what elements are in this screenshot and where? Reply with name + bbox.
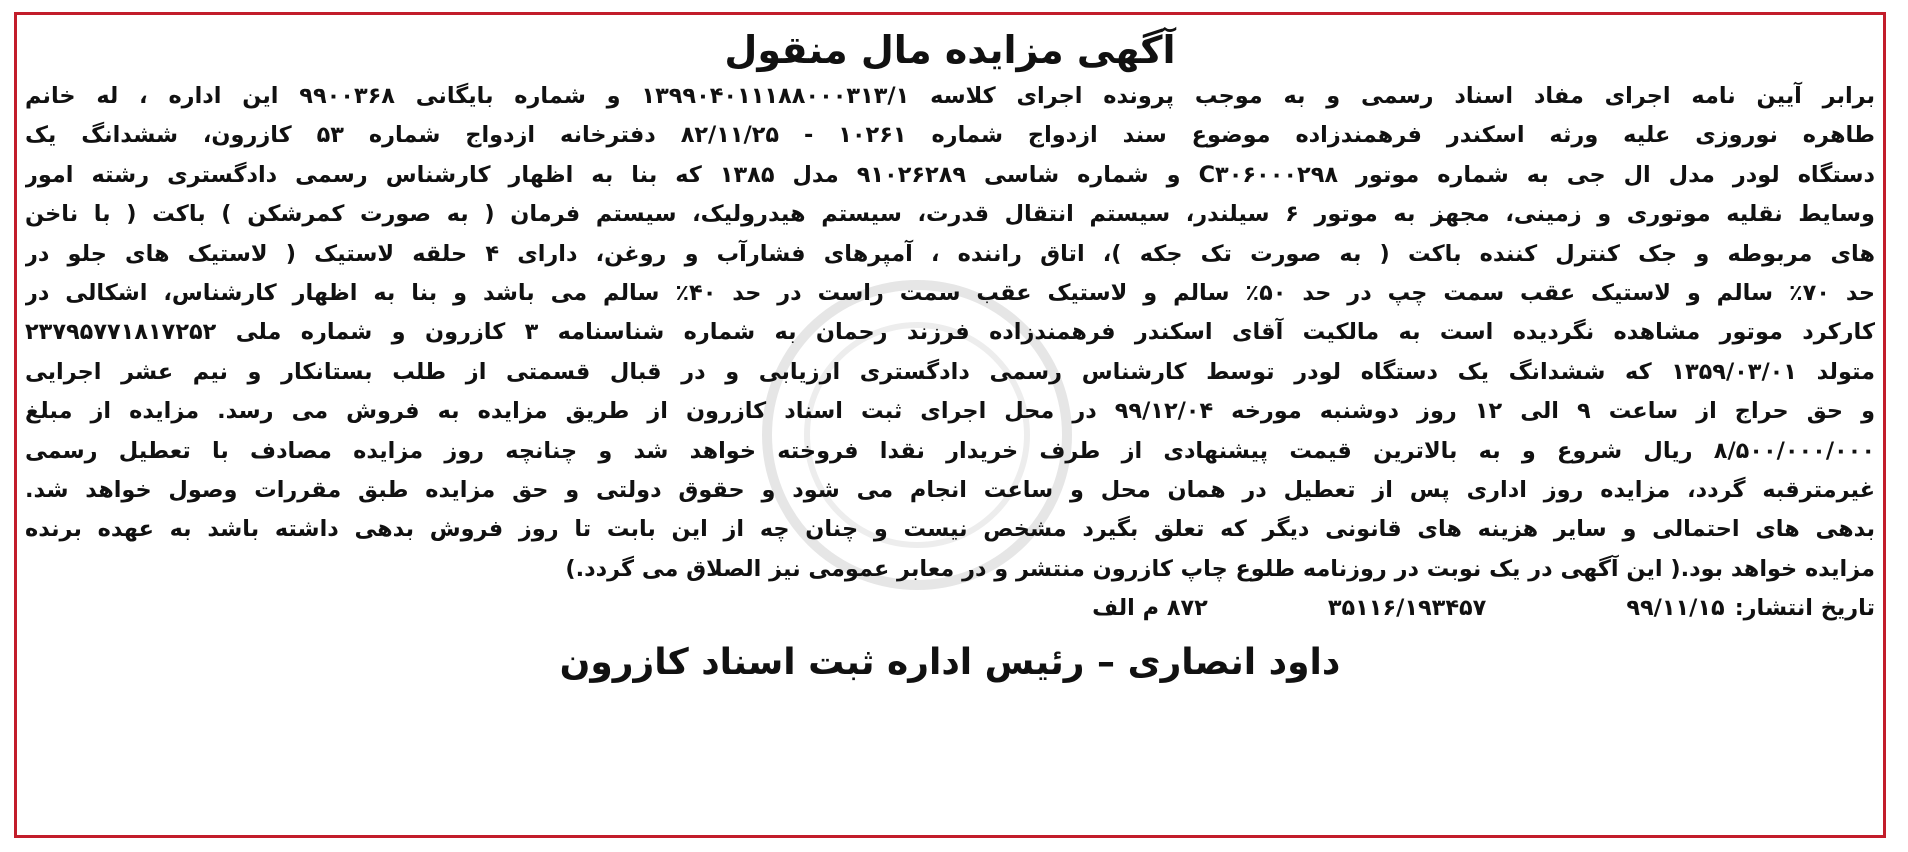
- signature-line: داود انصاری – رئیس اداره ثبت اسناد کازرون: [559, 641, 1341, 683]
- notice-frame: [14, 12, 1886, 838]
- notice-line: حد ۷۰٪ سالم و لاستیک عقب سمت چپ در حد ۵۰٪ سالم و لاستیک عقب سمت راست در حد ۴۰٪ سالم می باشد و بنا به اظهار کارشناس، اشکالی در: [25, 280, 1875, 307]
- notice-line: طاهره نوروزی علیه ورثه اسکندر فرهمندزاده موضوع سند ازدواج شماره ۱۰۲۶۱ - ۸۲/۱۱/۲۵ دفترخانه ازدواج شماره ۵۳ کازرون، ششدانگ یک: [25, 122, 1875, 149]
- publish-date-label: تاریخ انتشار:: [1734, 595, 1875, 622]
- notice-line: وسایط نقلیه موتوری و زمینی، مجهز به موتور ۶ سیلندر، سیستم انتقال قدرت، سیستم هیدرولیک، سیستم فرمان ( به صورت کمرشکن ) باکت ( با ناخن: [25, 201, 1875, 228]
- issue-code: ۸۷۲ م الف: [1092, 595, 1208, 622]
- publish-info-row: [25, 589, 1875, 628]
- notice-line: های مربوطه و جک کنترل کننده باکت ( به صورت تک جکه )، اتاق راننده ، آمپرهای فشارآب و روغن، دارای ۴ حلقه لاستیک ( لاستیک های جلو در: [25, 240, 1875, 267]
- notice-line: دستگاه لودر مدل ال جی به شماره موتور C۳۰۶۰۰۰۲۹۸ و شماره شاسی ۹۱۰۲۶۲۸۹ مدل ۱۳۸۵ که بنا به اظهار کارشناس رسمی دادگستری رشته امور: [25, 161, 1875, 188]
- notice-paragraph: [25, 77, 1875, 589]
- notice-line: برابر آیین نامه اجرای مفاد اسناد رسمی و به موجب پرونده اجرای کلاسه ۱۳۹۹۰۴۰۱۱۱۸۸۰۰۰۳۱۳/۱ و شماره بایگانی ۹۹۰۰۳۶۸ این اداره ، له خانم: [25, 83, 1875, 109]
- notice-line: ۸/۵۰۰/۰۰۰/۰۰۰ ریال شروع و به بالاترین قیمت پیشنهادی از طرف خریدار نقدا فروخته خواهد شد و چنانچه روز مزایده مصادف با تعطیل رسمی: [25, 437, 1875, 464]
- notice-line: متولد ۱۳۵۹/۰۳/۰۱ که ششدانگ یک دستگاه لودر توسط کارشناس رسمی دادگستری ارزیابی و در قبال قسمتی از طلب بستانکار و نیم عشر اجرایی: [25, 358, 1875, 385]
- reference-number: ۳۵۱۱۶/۱۹۳۴۵۷: [1327, 595, 1487, 622]
- notice-line: کارکرد موتور مشاهده نگردیده است به مالکیت آقای اسکندر فرهمندزاده فرزند رحمان به شماره شناسنامه ۳ کازرون و شماره ملی ۲۳۷۹۵۷۷۱۸۱۷۲۵۲: [25, 319, 1875, 346]
- notice-line: غیرمترقبه گردد، مزایده روز اداری پس از تعطیل در همان محل و ساعت انجام می شود و حقوق دولتی و حق مزایده طبق مقررات وصول خواهد شد.: [25, 477, 1875, 504]
- notice-line: مزایده خواهد بود.( این آگهی در یک نوبت در روزنامه طلوع چاپ کازرون منتشر و در معابر عمومی نیز الصلاق می گردد.): [565, 555, 1875, 582]
- notice-line: بدهی های احتمالی و سایر هزینه های قانونی دیگر که تعلق بگیرد مشخص نیست و چنان چه از این بابت تا روز فروش بدهی داشته باشد به عهده برنده: [25, 516, 1875, 543]
- notice-body: [25, 21, 1875, 829]
- notice-line: و حق حراج از ساعت ۹ الی ۱۲ روز دوشنبه مورخه ۹۹/۱۲/۰۴ در محل اجرای ثبت اسناد کازرون از طریق مزایده به فروش می رسد. مزایده از مبلغ: [25, 398, 1875, 425]
- notice-title: آگهی مزایده مال منقول: [724, 28, 1176, 72]
- publish-date: ۹۹/۱۱/۱۵: [1626, 595, 1725, 622]
